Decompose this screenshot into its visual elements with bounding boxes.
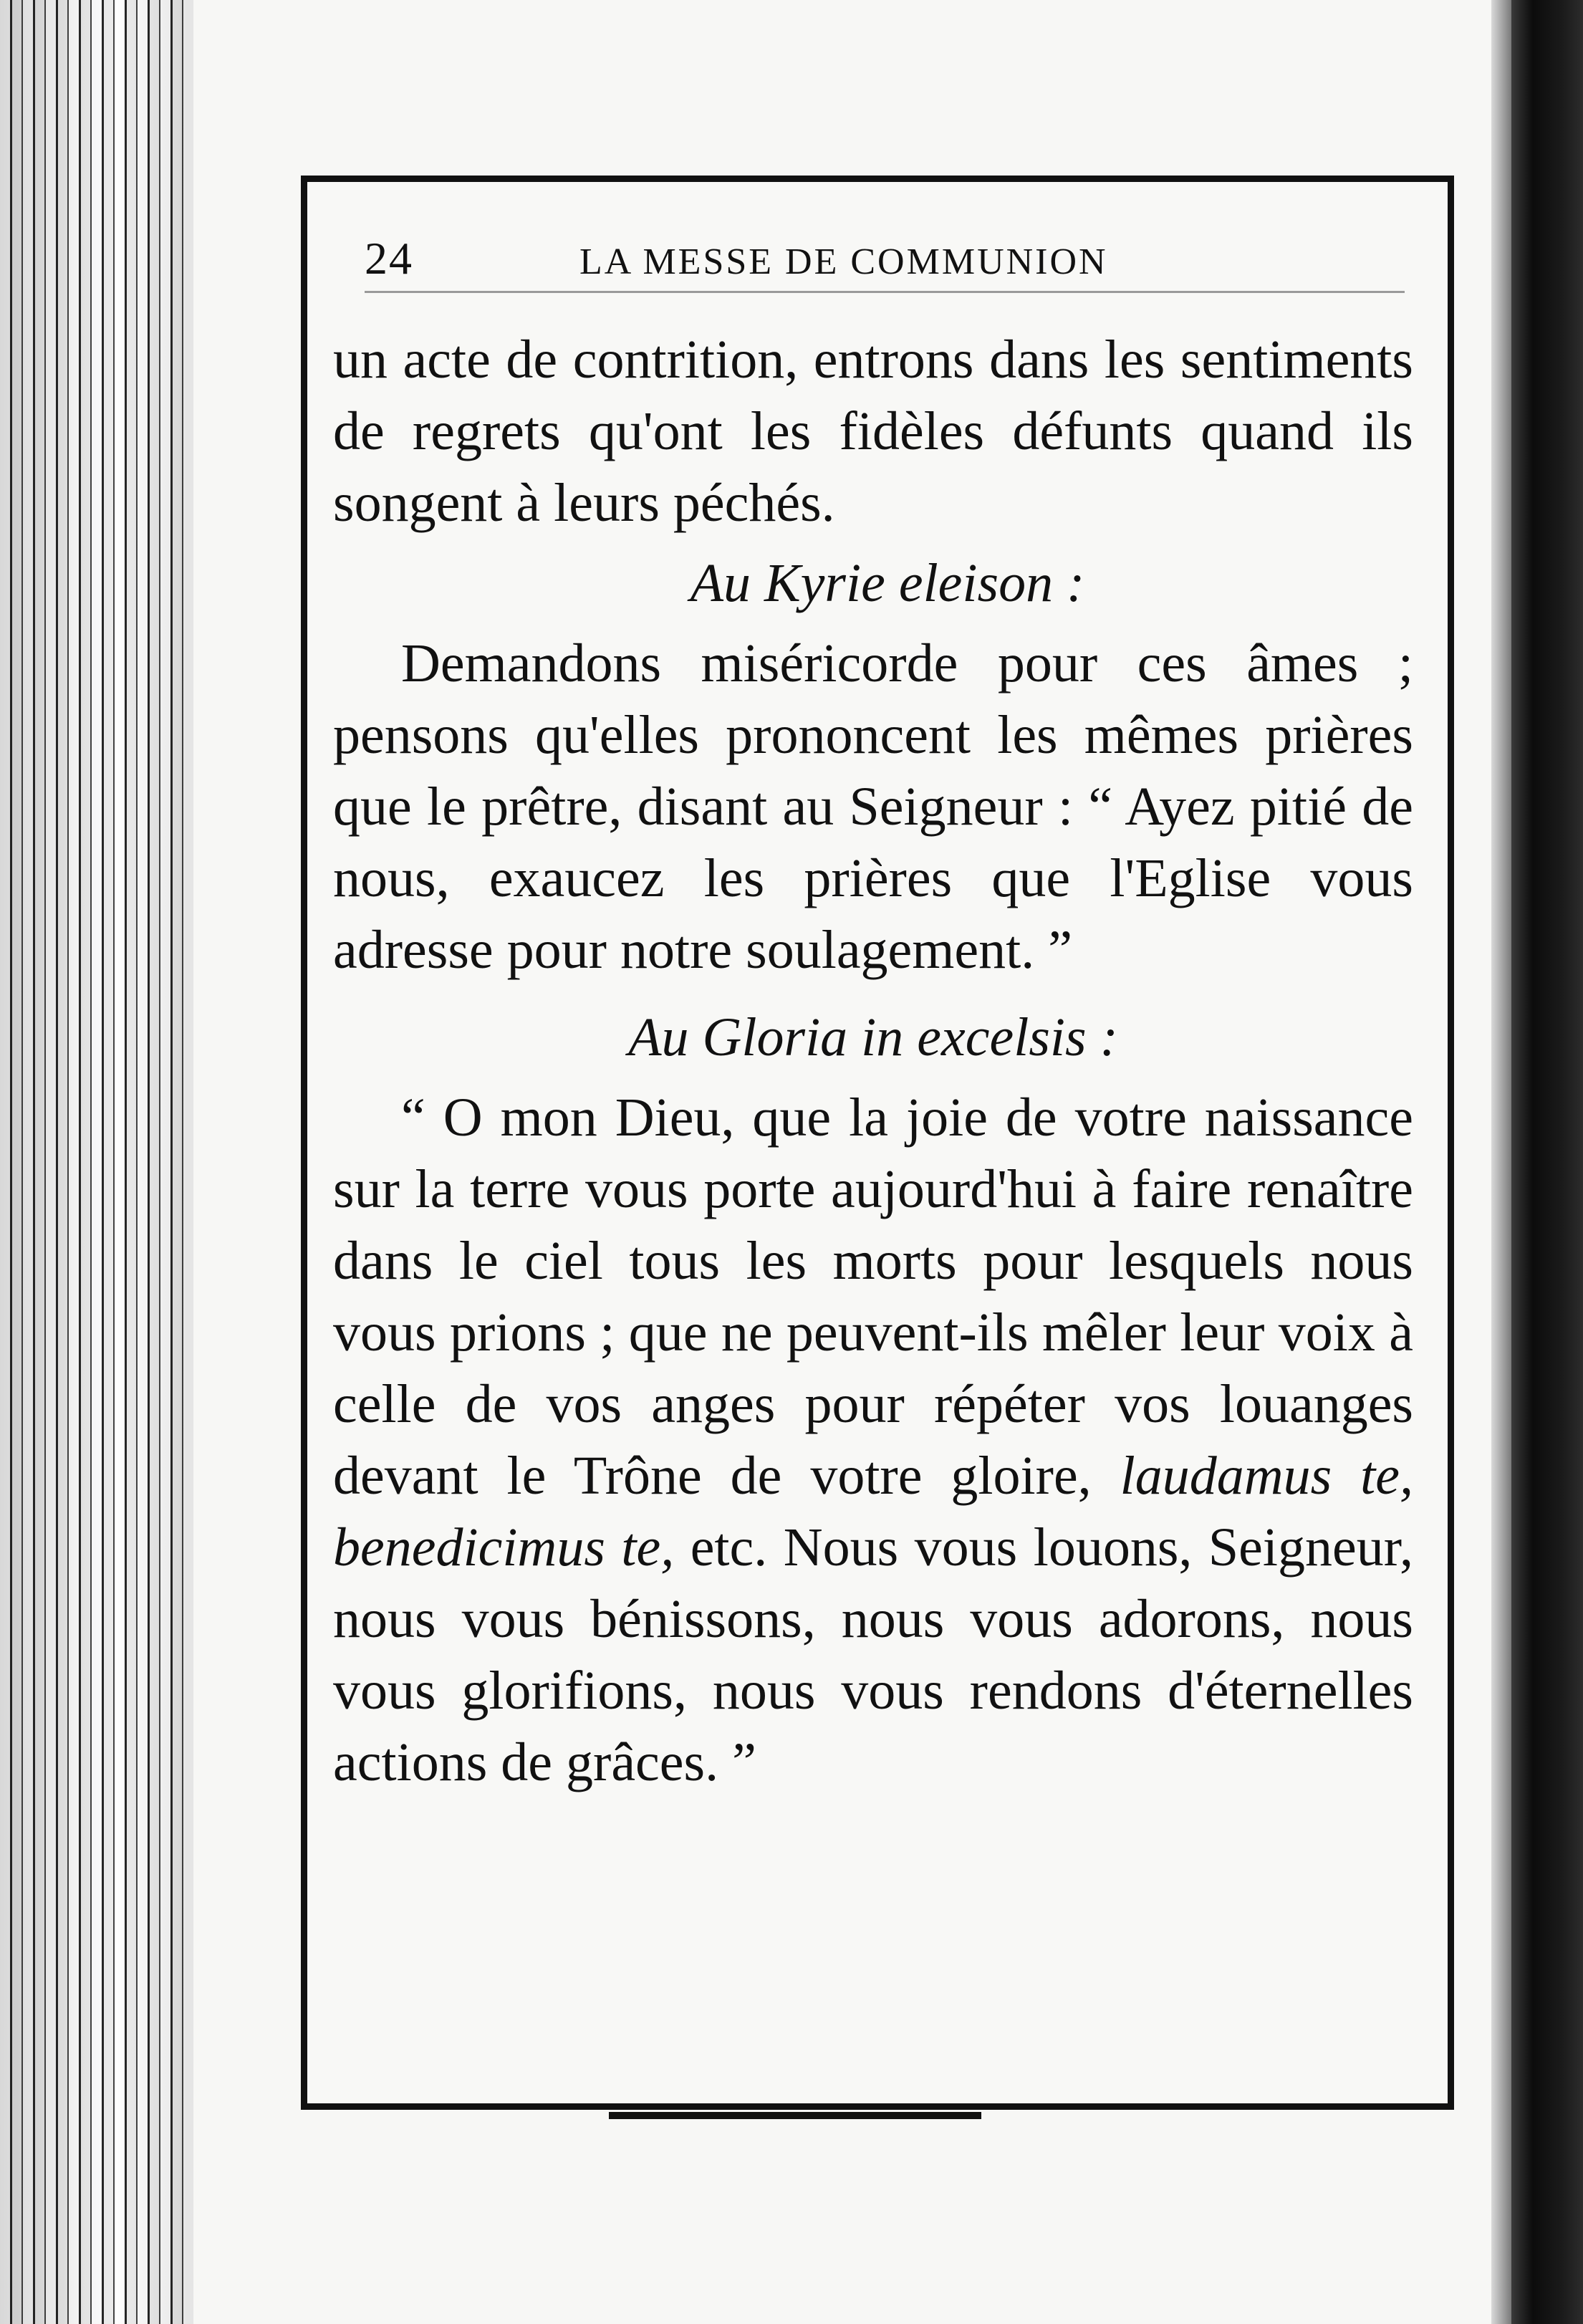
latin-quote: laudamus te, benedicimus te, — [333, 1446, 1413, 1578]
page-body — [333, 324, 1413, 1798]
page-header — [365, 226, 1405, 293]
paragraph-kyrie: Demandons miséricorde pour ces âmes ; pensons qu'elles prononcent les mêmes prières que le prêtre, disant au Seigneur : “ Ayez pitié de nous, exaucez les prières que l'Eglise vous adresse pour notre soulagement. ” — [333, 633, 1413, 980]
binding-gutter — [1491, 0, 1511, 2324]
paragraph-contrition: un acte de contrition, entrons dans les sentiments de regrets qu'ont les fidèles défunts quand ils songent à leurs péchés. — [333, 330, 1413, 533]
page-number: 24 — [365, 233, 413, 284]
gloria-text-start: “ O mon Dieu, que la joie de votre naissance sur la terre vous porte aujourd'hui à faire renaître dans le ciel tous les morts pour lesquels nous vous prions ; que ne peuvent-ils mêler leur voix à celle de vos anges pour répéter vos louanges devant le Trône de votre gloire, — [333, 1087, 1413, 1506]
gloria-text-end: etc. Nous vous louons, Seigneur, nous vous bénissons, nous vous adorons, nous vous glorifions, nous vous rendons d'éternelles actions de grâces. ” — [333, 1517, 1414, 1792]
text-frame — [301, 176, 1454, 2110]
paragraph-gloria — [333, 1082, 1413, 1798]
heading-kyrie: Au Kyrie eleison : — [690, 553, 1085, 613]
heading-gloria: Au Gloria in excelsis : — [628, 1007, 1118, 1067]
frame-bottom-rule — [609, 2112, 981, 2119]
running-title: LA MESSE DE COMMUNION — [579, 241, 1108, 282]
book-binding — [1511, 0, 1583, 2324]
page-edges-shadow — [0, 0, 193, 2324]
